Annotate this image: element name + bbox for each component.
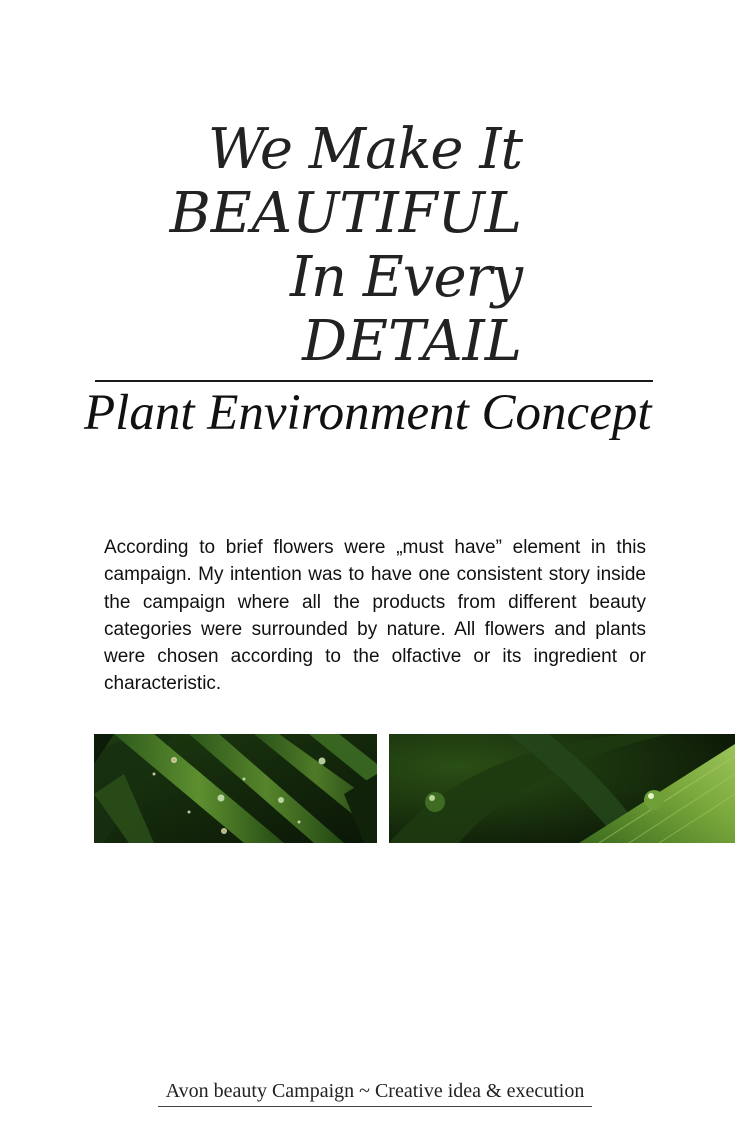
headline-line-4: DETAIL [302, 309, 522, 374]
headline-line-3: In Every [289, 245, 522, 310]
headline-line-1: We Make It [207, 117, 522, 182]
footer-caption: Avon beauty Campaign ~ Creative idea & execution [158, 1080, 592, 1107]
leaf-water-drop-photo [389, 734, 735, 843]
description-paragraph: According to brief flowers were „must have” element in this campaign. My intention was to have one consistent story inside the campaign where all the products from different beauty categories were surrounded by nature. All flowers and plants were chosen according to the olfactive or its ingredient or characteristic. [104, 537, 646, 695]
headline-line-2: BEAUTIFUL [169, 181, 522, 246]
divider-rule [95, 380, 653, 382]
grass-dew-photo [94, 734, 377, 843]
headline [170, 118, 522, 374]
concept-title: Plant Environment Concept [84, 385, 652, 441]
